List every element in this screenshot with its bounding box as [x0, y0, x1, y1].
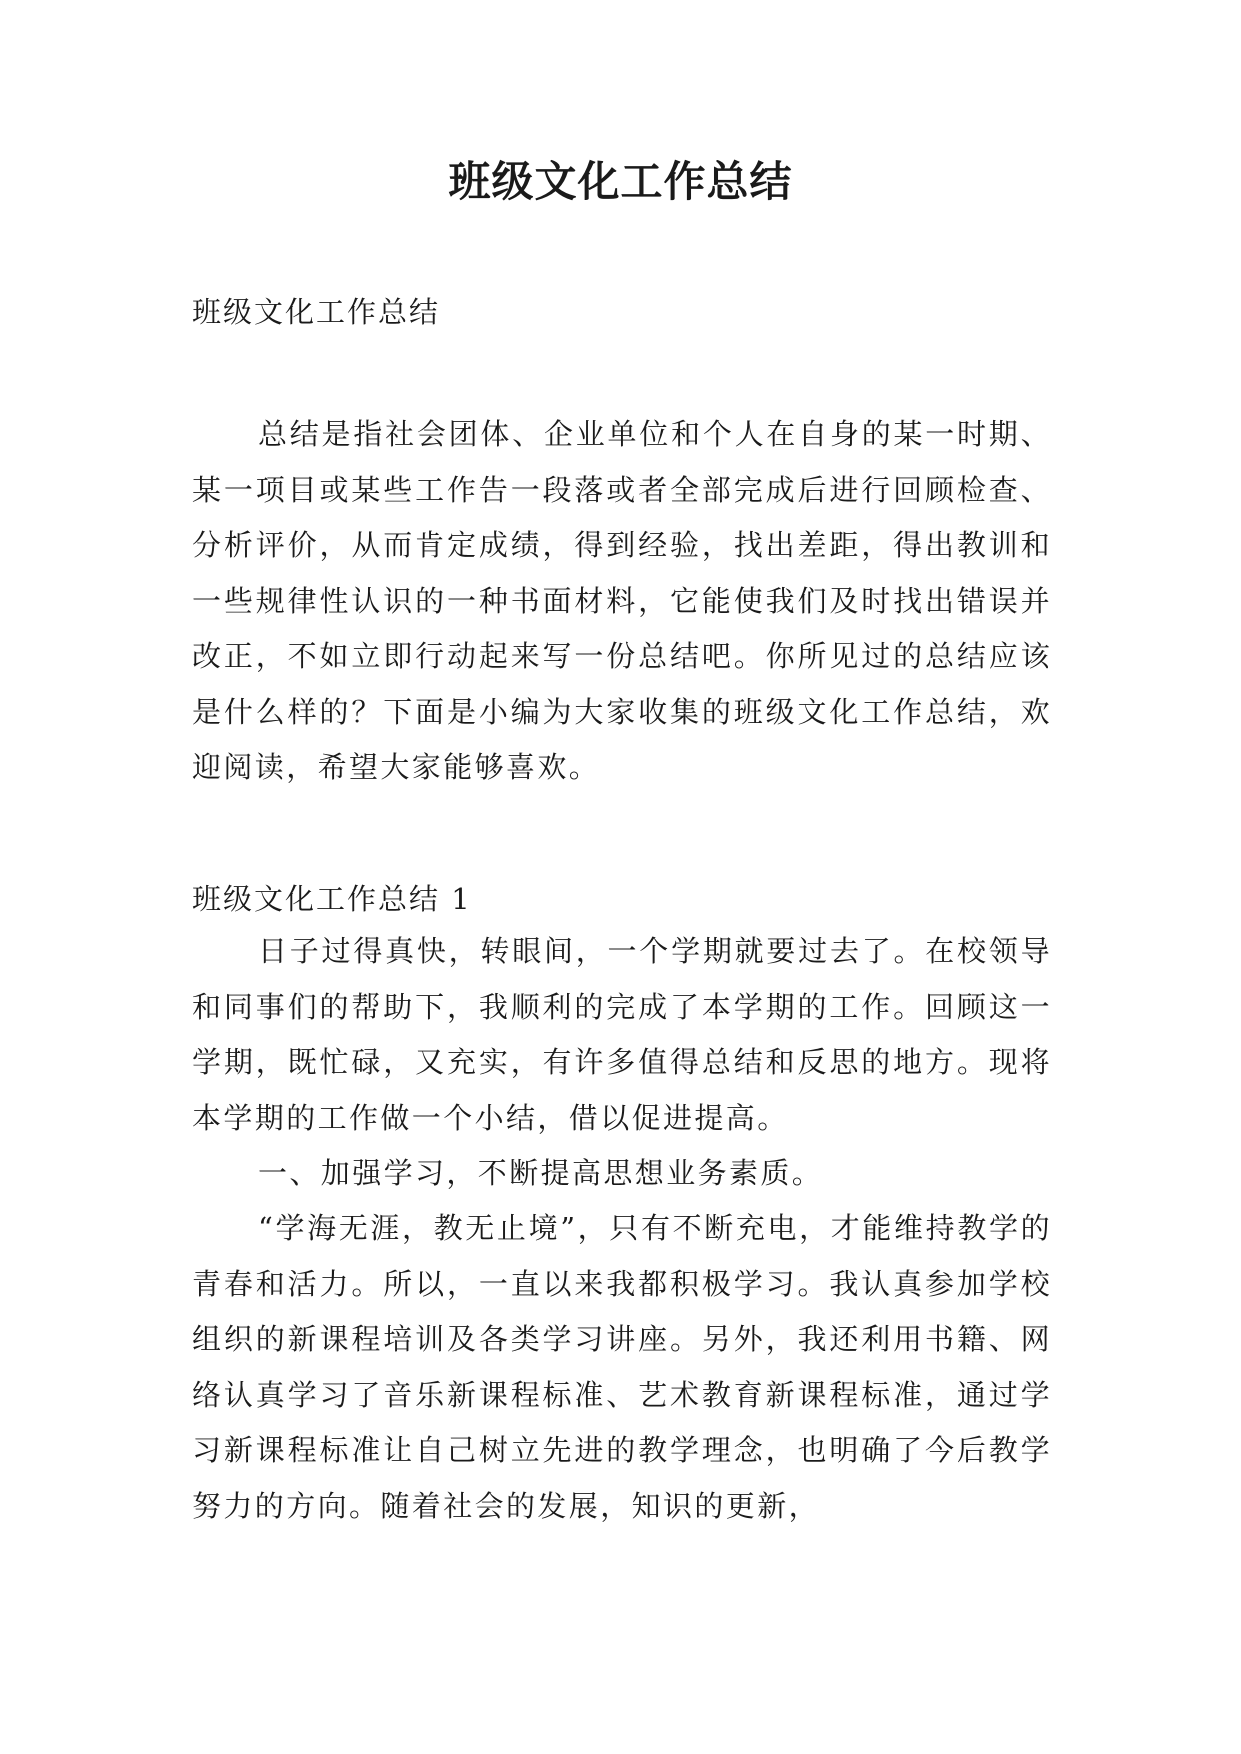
- section-heading: 班级文化工作总结 1: [192, 882, 472, 916]
- body-paragraph: 日子过得真快，转眼间，一个学期就要过去了。在校领导和同事们的帮助下，我顺利的完成了本学期的工作。回顾这一学期，既忙碌，又充实，有许多值得总结和反思的地方。现将本学期的工作做一个小结，借以促进提高。: [192, 934, 1052, 1135]
- document-title: 班级文化工作总结: [448, 157, 793, 206]
- intro-paragraph: 总结是指社会团体、企业单位和个人在自身的某一时期、某一项目或某些工作告一段落或者全部完成后进行回顾检查、分析评价，从而肯定成绩，得到经验，找出差距，得出教训和一些规律性认识的一种书面材料，它能使我们及时找出错误并改正，不如立即行动起来写一份总结吧。你所见过的总结应该是什么样的？下面是小编为大家收集的班级文化工作总结，欢迎阅读，希望大家能够喜欢。: [192, 417, 1052, 784]
- body-paragraph: “学海无涯，教无止境”，只有不断充电，才能维持教学的青春和活力。所以，一直以来我都积极学习。我认真参加学校组织的新课程培训及各类学习讲座。另外，我还利用书籍、网络认真学习了音乐新课程标准、艺术教育新课程标准，通过学习新课程标准让自己树立先进的教学理念，也明确了今后教学努力的方向。随着社会的发展，知识的更新，: [192, 1211, 1052, 1523]
- document-subtitle: 班级文化工作总结: [192, 295, 441, 329]
- body-paragraph: 一、加强学习，不断提高思想业务素质。: [258, 1156, 824, 1190]
